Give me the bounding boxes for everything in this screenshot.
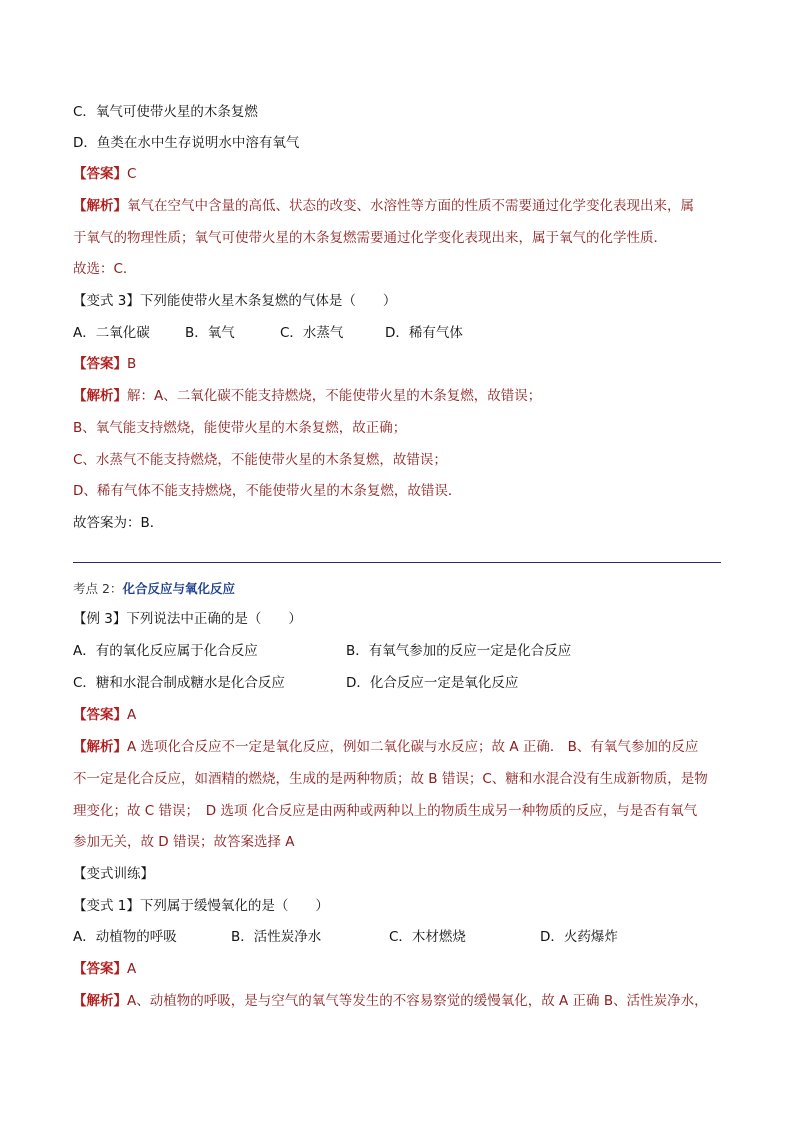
option-b: B．活性炭净水 [231,929,322,945]
section-label: 考点 2： [73,581,123,596]
analysis-line-3: 故选：C． [73,261,137,277]
analysis-tag: 【解析】 [73,388,127,404]
option-a: A．有的氧化反应属于化合反应 [73,643,258,659]
answer-line [73,706,136,724]
analysis-tag: 【解析】 [73,993,127,1009]
analysis-line-1 [73,992,708,1010]
analysis-line-4: 参加无关，故 D 错误；故答案选择 A [73,834,295,850]
analysis-line-4: D、稀有气体不能支持燃烧，不能使带火星的木条复燃，故错误． [73,483,462,499]
answer-tag: 【答案】 [73,961,127,977]
answer-line [73,165,136,183]
option-b: B．有氧气参加的反应一定是化合反应 [346,643,572,659]
option-d: D．火药爆炸 [540,929,618,945]
training-heading: 【变式训练】 [73,866,154,882]
option-d: D．鱼类在水中生存说明水中溶有氧气 [73,135,300,151]
analysis-line-3: C、水蒸气不能支持燃烧，不能使带火星的木条复燃，故错误； [73,452,447,468]
question-variant-1: 【变式 1】下列属于缓慢氧化的是（ ） [73,898,329,914]
analysis-tag: 【解析】 [73,198,127,214]
question-example-3: 【例 3】下列说法中正确的是（ ） [73,611,302,627]
answer-value: A [127,707,137,723]
option-c: C．氧气可使带火星的木条复燃 [73,104,258,120]
options-row-2-example-3 [73,674,721,692]
options-row-variant-1 [73,928,721,946]
options-row-variant-3 [73,324,721,342]
analysis-text: A、动植物的呼吸，是与空气的氧气等发生的不容易察觉的缓慢氧化，故 A 正确 B、活性炭净水， [127,993,708,1009]
section-title: 化合反应与氧化反应 [122,581,235,596]
analysis-line-2: B、氧气能支持燃烧，能使带火星的木条复燃，故正确； [73,420,407,436]
analysis-line-2: 不一定是化合反应，如酒精的燃烧，生成的是两种物质；故 B 错误；C、糖和水混合没有生成新物质，是物 [73,771,708,787]
question-variant-3: 【变式 3】下列能使带火星木条复燃的气体是（ ） [73,293,397,309]
answer-tag: 【答案】 [73,356,127,372]
answer-line [73,960,136,978]
answer-value: B [127,356,137,372]
answer-value: C [127,166,137,182]
analysis-line-3: 理变化；故 C 错误； D 选项 化合反应是由两种或两种以上的物质生成另一种物质的反应，与是否有氧气 [73,803,698,819]
section-divider [73,562,721,563]
analysis-line-2: 于氧气的物理性质；氧气可使带火星的木条复燃需要通过化学变化表现出来，属于氧气的化学性质． [73,230,667,246]
option-c: C．木材燃烧 [389,929,466,945]
analysis-line-5: 故答案为：B． [73,515,164,531]
option-d: D．稀有气体 [385,325,463,341]
analysis-tag: 【解析】 [73,739,127,755]
section-heading [73,580,235,598]
option-b: B．氧气 [185,325,235,341]
analysis-line-1 [73,197,694,215]
option-c: C．糖和水混合制成糖水是化合反应 [73,675,285,691]
option-a: A．动植物的呼吸 [73,929,177,945]
analysis-line-1 [73,387,541,405]
option-a: A．二氧化碳 [73,325,150,341]
analysis-text: 解：A、二氧化碳不能支持燃烧，不能使带火星的木条复燃，故错误； [127,388,542,404]
answer-value: A [127,961,137,977]
analysis-text: 氧气在空气中含量的高低、状态的改变、水溶性等方面的性质不需要通过化学变化表现出来，属 [127,198,694,214]
answer-line [73,355,136,373]
option-c: C．水蒸气 [280,325,344,341]
answer-tag: 【答案】 [73,707,127,723]
analysis-text: A 选项化合反应不一定是氧化反应，例如二氧化碳与水反应；故 A 正确． B、有氧气参加的反应 [127,739,699,755]
analysis-line-1 [73,738,698,756]
answer-tag: 【答案】 [73,166,127,182]
option-d: D．化合反应一定是氧化反应 [346,675,519,691]
options-row-1-example-3 [73,642,721,660]
